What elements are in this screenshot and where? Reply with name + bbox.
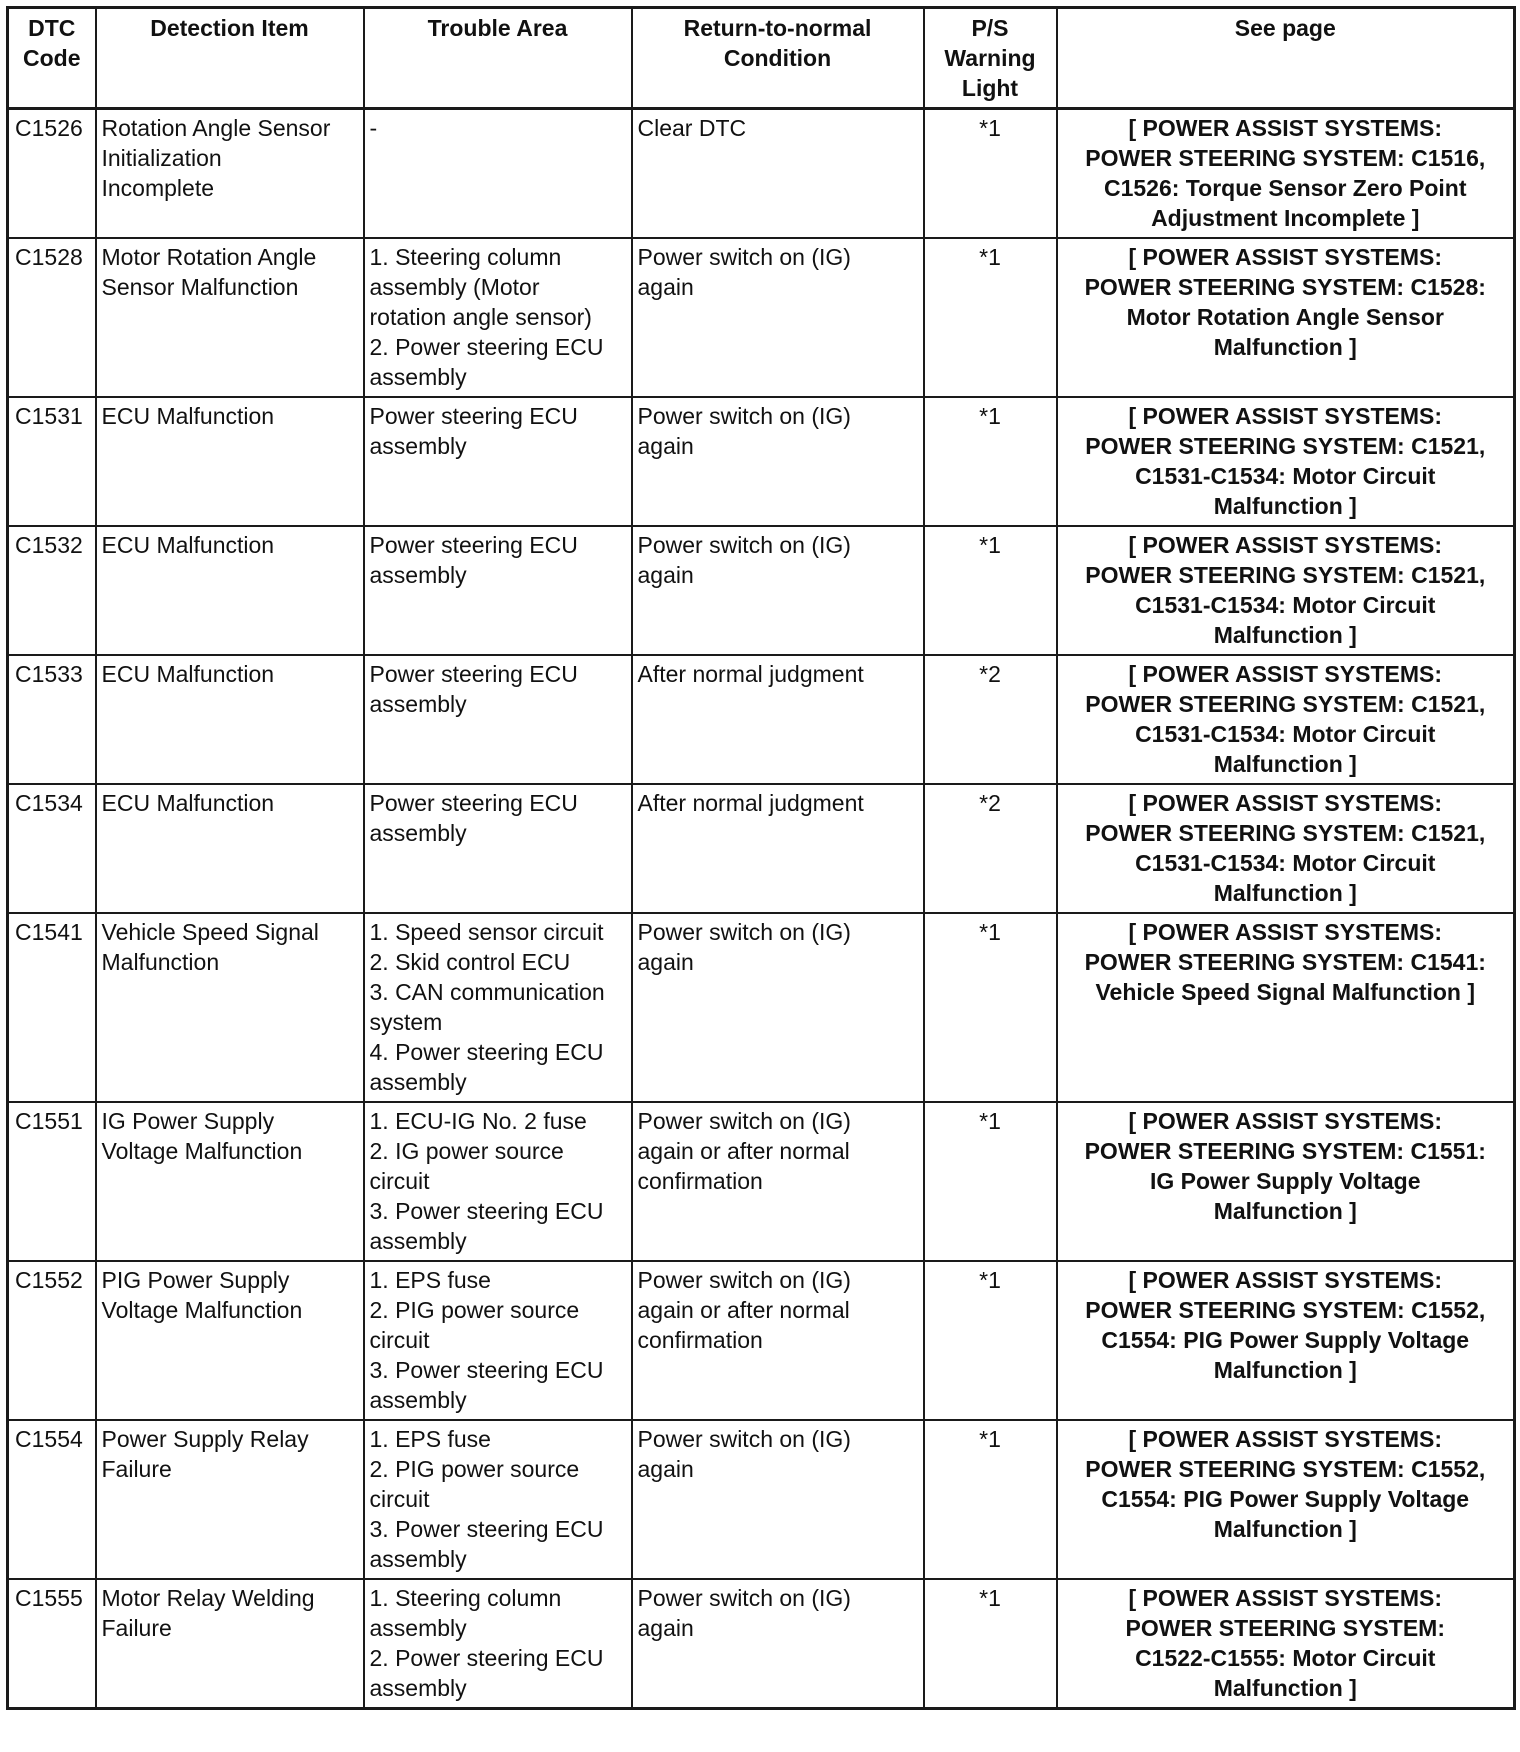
trouble-area-cell <box>364 1102 632 1261</box>
dtc-code-cell: C1555 <box>8 1579 96 1709</box>
dtc-code-cell: C1541 <box>8 913 96 1102</box>
trouble-area-line: assembly <box>369 1675 467 1701</box>
see-page-reference-line: Malfunction ] <box>1213 1357 1357 1383</box>
detection-item-cell <box>96 526 364 655</box>
see-page-reference-line: [ POWER ASSIST SYSTEMS: <box>1128 1267 1442 1293</box>
see-page-reference-line: Malfunction ] <box>1213 1198 1357 1224</box>
see-page-reference-line: [ POWER ASSIST SYSTEMS: <box>1128 532 1442 558</box>
table-row <box>8 913 1515 1102</box>
see-page-reference-line: Malfunction ] <box>1213 493 1357 519</box>
return-condition-line: Power switch on (IG) <box>637 1267 851 1293</box>
ps-warning-light-cell: *1 <box>924 238 1057 397</box>
detection-item-line: Voltage Malfunction <box>101 1138 303 1164</box>
ps-warning-light-cell: *1 <box>924 526 1057 655</box>
table-row <box>8 1579 1515 1709</box>
return-condition-line: again <box>637 1456 694 1482</box>
trouble-area-line: circuit <box>369 1168 430 1194</box>
trouble-area-line: 1. Steering column <box>369 1585 562 1611</box>
dtc-code-cell: C1526 <box>8 109 96 239</box>
return-condition-line: again <box>637 433 694 459</box>
header-text-line: Code <box>23 45 81 71</box>
dtc-code-cell: C1531 <box>8 397 96 526</box>
return-condition-cell <box>632 784 924 913</box>
trouble-area-line: Power steering ECU <box>369 661 578 687</box>
see-page-reference-cell <box>1057 109 1515 239</box>
trouble-area-cell <box>364 1420 632 1579</box>
see-page-reference-cell <box>1057 526 1515 655</box>
return-condition-cell <box>632 109 924 239</box>
ps-warning-light-cell: *1 <box>924 1579 1057 1709</box>
trouble-area-cell <box>364 913 632 1102</box>
ps-warning-light-cell: *1 <box>924 109 1057 239</box>
trouble-area-line: 4. Power steering ECU <box>369 1039 604 1065</box>
trouble-area-line: 3. CAN communication <box>369 979 605 1005</box>
return-condition-line: After normal judgment <box>637 790 864 816</box>
see-page-reference-line: POWER STEERING SYSTEM: C1516, <box>1085 145 1486 171</box>
trouble-area-line: assembly <box>369 691 467 717</box>
return-condition-line: again <box>637 562 694 588</box>
see-page-reference-line: C1554: PIG Power Supply Voltage <box>1101 1327 1470 1353</box>
see-page-reference-line: [ POWER ASSIST SYSTEMS: <box>1128 244 1442 270</box>
see-page-reference-line: Malfunction ] <box>1213 1516 1357 1542</box>
header-text-line: Light <box>961 75 1019 101</box>
return-condition-line: Power switch on (IG) <box>637 403 851 429</box>
trouble-area-line: 2. PIG power source <box>369 1456 580 1482</box>
dtc-code-cell: C1552 <box>8 1261 96 1420</box>
see-page-reference-line: Motor Rotation Angle Sensor <box>1126 304 1444 330</box>
see-page-reference-line: C1522-C1555: Motor Circuit <box>1135 1645 1436 1671</box>
see-page-reference-line: Malfunction ] <box>1213 622 1357 648</box>
return-condition-cell <box>632 913 924 1102</box>
trouble-area-line: Power steering ECU <box>369 790 578 816</box>
detection-item-cell <box>96 1102 364 1261</box>
detection-item-line: Incomplete <box>101 175 215 201</box>
dtc-code-cell: C1532 <box>8 526 96 655</box>
return-condition-cell <box>632 526 924 655</box>
return-condition-line: Power switch on (IG) <box>637 1108 851 1134</box>
table-row <box>8 655 1515 784</box>
detection-item-line: Malfunction <box>101 949 220 975</box>
detection-item-cell <box>96 238 364 397</box>
ps-warning-light-cell: *1 <box>924 1102 1057 1261</box>
return-condition-line: again <box>637 949 694 975</box>
detection-item-cell <box>96 655 364 784</box>
see-page-reference-line: C1531-C1534: Motor Circuit <box>1135 721 1436 747</box>
return-condition-cell <box>632 1579 924 1709</box>
trouble-area-line: 2. Power steering ECU <box>369 334 604 360</box>
detection-item-line: IG Power Supply <box>101 1108 275 1134</box>
see-page-reference-line: [ POWER ASSIST SYSTEMS: <box>1128 115 1442 141</box>
detection-item-line: Motor Rotation Angle <box>101 244 317 270</box>
see-page-reference-cell <box>1057 1102 1515 1261</box>
detection-item-cell <box>96 784 364 913</box>
return-condition-cell <box>632 397 924 526</box>
trouble-area-line: assembly <box>369 364 467 390</box>
see-page-reference-line: Vehicle Speed Signal Malfunction ] <box>1095 979 1476 1005</box>
return-condition-line: Power switch on (IG) <box>637 244 851 270</box>
return-condition-cell <box>632 655 924 784</box>
trouble-area-cell <box>364 397 632 526</box>
see-page-reference-line: Malfunction ] <box>1213 880 1357 906</box>
return-condition-line: again or after normal <box>637 1138 850 1164</box>
return-condition-cell <box>632 1102 924 1261</box>
see-page-reference-line: [ POWER ASSIST SYSTEMS: <box>1128 1585 1442 1611</box>
return-condition-line: After normal judgment <box>637 661 864 687</box>
dtc-table-container <box>6 6 1516 1710</box>
trouble-area-line: circuit <box>369 1486 430 1512</box>
table-header-row <box>8 8 1515 109</box>
see-page-reference-line: POWER STEERING SYSTEM: <box>1125 1615 1445 1641</box>
trouble-area-cell <box>364 1579 632 1709</box>
detection-item-line: ECU Malfunction <box>101 790 275 816</box>
see-page-reference-line: [ POWER ASSIST SYSTEMS: <box>1128 403 1442 429</box>
trouble-area-cell <box>364 238 632 397</box>
trouble-area-line: circuit <box>369 1327 430 1353</box>
detection-item-line: Voltage Malfunction <box>101 1297 303 1323</box>
trouble-area-line: assembly <box>369 433 467 459</box>
detection-item-cell <box>96 397 364 526</box>
detection-item-line: Sensor Malfunction <box>101 274 299 300</box>
see-page-reference-line: C1531-C1534: Motor Circuit <box>1135 850 1436 876</box>
trouble-area-line: assembly <box>369 1387 467 1413</box>
return-condition-line: Power switch on (IG) <box>637 1426 851 1452</box>
trouble-area-cell <box>364 655 632 784</box>
dtc-code-cell: C1533 <box>8 655 96 784</box>
detection-item-line: Rotation Angle Sensor <box>101 115 331 141</box>
return-condition-line: confirmation <box>637 1327 763 1353</box>
detection-item-line: ECU Malfunction <box>101 403 275 429</box>
see-page-reference-cell <box>1057 784 1515 913</box>
see-page-reference-line: [ POWER ASSIST SYSTEMS: <box>1128 790 1442 816</box>
see-page-reference-line: [ POWER ASSIST SYSTEMS: <box>1128 919 1442 945</box>
see-page-reference-line: C1554: PIG Power Supply Voltage <box>1101 1486 1470 1512</box>
trouble-area-cell <box>364 526 632 655</box>
table-row <box>8 526 1515 655</box>
see-page-reference-cell <box>1057 1579 1515 1709</box>
trouble-area-line: 3. Power steering ECU <box>369 1357 604 1383</box>
table-row <box>8 397 1515 526</box>
table-row <box>8 1261 1515 1420</box>
detection-item-cell <box>96 109 364 239</box>
header-text-line: Return-to-normal <box>683 15 872 41</box>
see-page-reference-line: POWER STEERING SYSTEM: C1521, <box>1085 562 1486 588</box>
see-page-reference-line: POWER STEERING SYSTEM: C1541: <box>1084 949 1486 975</box>
header-text-line: See page <box>1234 15 1336 41</box>
dtc-code-cell: C1554 <box>8 1420 96 1579</box>
see-page-reference-line: C1526: Torque Sensor Zero Point <box>1103 175 1467 201</box>
trouble-area-line: assembly <box>369 1615 467 1641</box>
see-page-reference-cell <box>1057 397 1515 526</box>
header-text-line: DTC <box>28 15 76 41</box>
return-condition-cell <box>632 1261 924 1420</box>
see-page-reference-line: IG Power Supply Voltage <box>1149 1168 1421 1194</box>
trouble-area-line: rotation angle sensor) <box>369 304 592 330</box>
trouble-area-line: 1. EPS fuse <box>369 1267 491 1293</box>
trouble-area-line: 2. Skid control ECU <box>369 949 571 975</box>
detection-item-line: Motor Relay Welding <box>101 1585 315 1611</box>
trouble-area-line: assembly <box>369 562 467 588</box>
detection-item-cell <box>96 1420 364 1579</box>
trouble-area-line: 1. Speed sensor circuit <box>369 919 604 945</box>
ps-warning-light-cell: *1 <box>924 1420 1057 1579</box>
see-page-reference-line: POWER STEERING SYSTEM: C1528: <box>1084 274 1486 300</box>
return-condition-line: Power switch on (IG) <box>637 1585 851 1611</box>
return-condition-line: Power switch on (IG) <box>637 919 851 945</box>
see-page-reference-line: POWER STEERING SYSTEM: C1521, <box>1085 691 1486 717</box>
detection-item-line: Power Supply Relay <box>101 1426 309 1452</box>
header-text-line: Trouble Area <box>427 15 568 41</box>
table-body <box>8 109 1515 1709</box>
trouble-area-line: 1. ECU-IG No. 2 fuse <box>369 1108 587 1134</box>
detection-item-line: ECU Malfunction <box>101 532 275 558</box>
detection-item-line: Failure <box>101 1456 172 1482</box>
trouble-area-line: 1. EPS fuse <box>369 1426 491 1452</box>
trouble-area-line: assembly <box>369 820 467 846</box>
see-page-reference-line: C1531-C1534: Motor Circuit <box>1135 463 1436 489</box>
trouble-area-line: Power steering ECU <box>369 403 578 429</box>
dtc-code-cell: C1534 <box>8 784 96 913</box>
trouble-area-line: 2. PIG power source <box>369 1297 580 1323</box>
detection-item-line: ECU Malfunction <box>101 661 275 687</box>
see-page-reference-line: POWER STEERING SYSTEM: C1551: <box>1084 1138 1486 1164</box>
trouble-area-line: Power steering ECU <box>369 532 578 558</box>
return-condition-line: Power switch on (IG) <box>637 532 851 558</box>
trouble-area-line: 2. Power steering ECU <box>369 1645 604 1671</box>
detection-item-line: Vehicle Speed Signal <box>101 919 319 945</box>
table-row <box>8 1420 1515 1579</box>
see-page-reference-cell <box>1057 1420 1515 1579</box>
detection-item-cell <box>96 913 364 1102</box>
trouble-area-line: 3. Power steering ECU <box>369 1516 604 1542</box>
header-trouble-area <box>364 8 632 109</box>
ps-warning-light-cell: *2 <box>924 655 1057 784</box>
return-condition-line: Clear DTC <box>637 115 747 141</box>
return-condition-line: again or after normal <box>637 1297 850 1323</box>
return-condition-line: confirmation <box>637 1168 763 1194</box>
detection-item-line: Failure <box>101 1615 172 1641</box>
see-page-reference-cell <box>1057 1261 1515 1420</box>
trouble-area-line: 2. IG power source <box>369 1138 564 1164</box>
ps-warning-light-cell: *2 <box>924 784 1057 913</box>
detection-item-cell <box>96 1579 364 1709</box>
see-page-reference-line: [ POWER ASSIST SYSTEMS: <box>1128 661 1442 687</box>
trouble-area-line: assembly <box>369 1546 467 1572</box>
see-page-reference-cell <box>1057 238 1515 397</box>
see-page-reference-line: POWER STEERING SYSTEM: C1521, <box>1085 433 1486 459</box>
trouble-area-line: 1. Steering column <box>369 244 562 270</box>
see-page-reference-line: Malfunction ] <box>1213 1675 1357 1701</box>
trouble-area-line: assembly (Motor <box>369 274 540 300</box>
trouble-area-line: assembly <box>369 1069 467 1095</box>
table-row <box>8 784 1515 913</box>
header-text-line: Condition <box>723 45 832 71</box>
see-page-reference-line: POWER STEERING SYSTEM: C1521, <box>1085 820 1486 846</box>
trouble-area-line: system <box>369 1009 443 1035</box>
see-page-reference-line: POWER STEERING SYSTEM: C1552, <box>1085 1456 1486 1482</box>
trouble-area-line: assembly <box>369 1228 467 1254</box>
return-condition-cell <box>632 1420 924 1579</box>
return-condition-line: again <box>637 274 694 300</box>
dtc-code-cell: C1551 <box>8 1102 96 1261</box>
header-text-line: P/S <box>971 15 1009 41</box>
header-dtc-code <box>8 8 96 109</box>
return-condition-line: again <box>637 1615 694 1641</box>
trouble-area-line: - <box>369 115 378 141</box>
see-page-reference-line: Adjustment Incomplete ] <box>1151 205 1420 231</box>
table-row <box>8 1102 1515 1261</box>
see-page-reference-cell <box>1057 655 1515 784</box>
header-ps-warning-light <box>924 8 1057 109</box>
see-page-reference-line: [ POWER ASSIST SYSTEMS: <box>1128 1426 1442 1452</box>
trouble-area-cell <box>364 784 632 913</box>
ps-warning-light-cell: *1 <box>924 397 1057 526</box>
header-text-line: Warning <box>944 45 1036 71</box>
table-row <box>8 238 1515 397</box>
see-page-reference-line: Malfunction ] <box>1213 334 1357 360</box>
table-row <box>8 109 1515 239</box>
header-text-line: Detection Item <box>150 15 309 41</box>
detection-item-line: Initialization <box>101 145 222 171</box>
trouble-area-line: 3. Power steering ECU <box>369 1198 604 1224</box>
trouble-area-cell <box>364 1261 632 1420</box>
header-detection-item <box>96 8 364 109</box>
dtc-code-cell: C1528 <box>8 238 96 397</box>
dtc-table <box>6 6 1516 1710</box>
see-page-reference-line: [ POWER ASSIST SYSTEMS: <box>1128 1108 1442 1134</box>
detection-item-cell <box>96 1261 364 1420</box>
detection-item-line: PIG Power Supply <box>101 1267 290 1293</box>
ps-warning-light-cell: *1 <box>924 1261 1057 1420</box>
header-return-condition <box>632 8 924 109</box>
see-page-reference-line: Malfunction ] <box>1213 751 1357 777</box>
see-page-reference-line: POWER STEERING SYSTEM: C1552, <box>1085 1297 1486 1323</box>
return-condition-cell <box>632 238 924 397</box>
header-see-page <box>1057 8 1515 109</box>
ps-warning-light-cell: *1 <box>924 913 1057 1102</box>
see-page-reference-cell <box>1057 913 1515 1102</box>
trouble-area-cell <box>364 109 632 239</box>
see-page-reference-line: C1531-C1534: Motor Circuit <box>1135 592 1436 618</box>
